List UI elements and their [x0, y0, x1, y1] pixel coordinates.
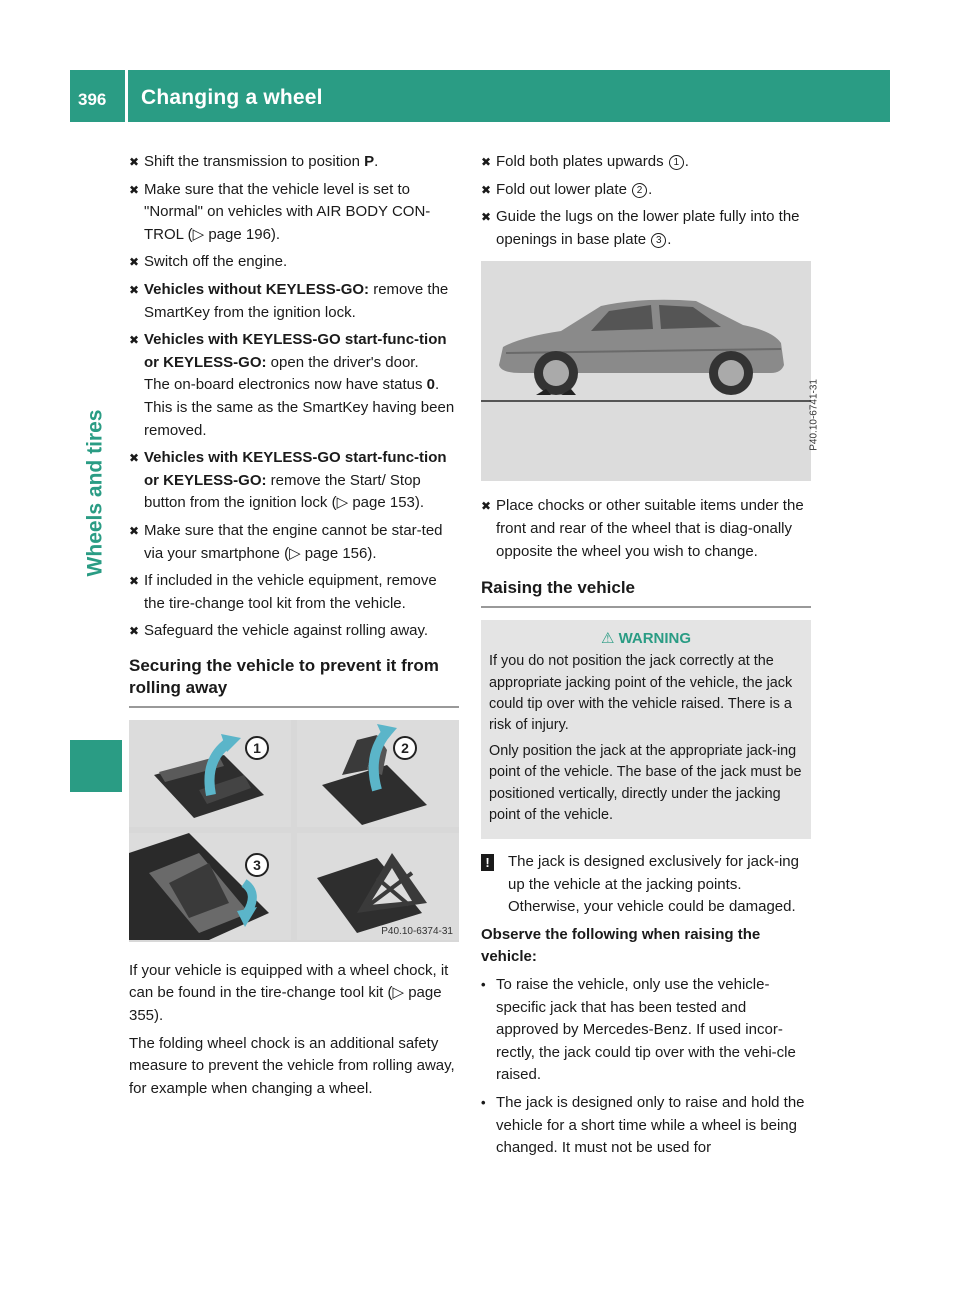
- arrow-right-icon: ✖: [481, 499, 492, 514]
- page-title: Changing a wheel: [141, 86, 323, 109]
- page-link[interactable]: page 156: [304, 544, 368, 562]
- exclamation-box-icon: !: [481, 854, 494, 871]
- step: ✖ Fold both plates upwards 1 .: [481, 151, 811, 174]
- figure-panel: [129, 833, 291, 940]
- figure-code: P40.10-6374-31: [381, 925, 453, 937]
- step: ✖ Vehicles with KEYLESS-GO start-func-tion or KEYLESS-GO: open the driver's door. The on-board electronics now have status 0. This is the same as the SmartKey having been removed.: [129, 331, 455, 439]
- wheel-chock-figure: [129, 720, 459, 942]
- warning-box: [481, 620, 811, 839]
- step: ✖ Place chocks or other suitable items under the front and rear of the wheel that is diag-onally opposite the wheel you wish to change.: [481, 497, 804, 560]
- left-column: [129, 151, 459, 1105]
- arrow-right-icon: ✖: [129, 523, 140, 538]
- warning-triangle-icon: ⚠: [600, 630, 615, 648]
- figure-panel: [129, 720, 291, 827]
- side-tab-block: [70, 740, 122, 792]
- page-number: 396: [78, 90, 107, 109]
- notice: ! The jack is designed exclusively for jack-ing up the vehicle at the jacking points. Otherwise, your vehicle could be damaged.: [481, 851, 811, 919]
- step: ✖ Guide the lugs on the lower plate fully into the openings in base plate 3 .: [481, 208, 800, 248]
- arrow-right-icon: ✖: [129, 155, 140, 169]
- arrow-right-icon: ✖: [129, 182, 140, 197]
- bullet-item: • The jack is designed only to raise and hold the vehicle for a short time while a wheel is being changed. It must not be used for: [481, 1093, 805, 1157]
- triangle-right-icon: ▷: [392, 984, 405, 1002]
- bullet-icon: •: [481, 1094, 486, 1110]
- figure-panel: [297, 833, 459, 940]
- figure-panel: [297, 720, 459, 827]
- side-tab: [70, 260, 122, 725]
- warning-text: Only position the jack at the appropriate jack-ing point of the vehicle. The base of the jack must be positioned vertically, directly under the jacking point of the vehicle.: [489, 743, 802, 823]
- triangle-right-icon: ▷: [289, 544, 301, 562]
- right-column: [481, 151, 820, 1165]
- step: ✖ Vehicles without KEYLESS-GO: remove the SmartKey from the ignition lock.: [129, 280, 449, 321]
- arrow-right-icon: ✖: [129, 451, 140, 466]
- arrow-right-icon: ✖: [481, 155, 492, 169]
- arrow-right-icon: ✖: [129, 574, 140, 589]
- step: ✖ Fold out lower plate 2 .: [481, 179, 811, 202]
- callout-number: 1: [669, 155, 684, 170]
- step: ✖ Make sure that the engine cannot be star-ted via your smartphone (▷ page 156).: [129, 521, 443, 562]
- subheading: Observe the following when raising the vehicle:: [481, 925, 761, 966]
- warning-title: ⚠ WARNING: [600, 630, 692, 648]
- step: ✖ Vehicles with KEYLESS-GO start-func-tion or KEYLESS-GO: remove the Start/ Stop button from the ignition lock (▷ page 153).: [129, 449, 447, 512]
- triangle-right-icon: ▷: [192, 225, 205, 243]
- page-link[interactable]: page 355: [129, 984, 442, 1025]
- bullet-item: • To raise the vehicle, only use the vehicle-specific jack that has been tested and approved by Mercedes-Benz. If used incor-rectly, the jack could tip over with the vehi-cle raised.: [481, 975, 796, 1084]
- step: ✖ Safeguard the vehicle against rolling away.: [129, 620, 459, 643]
- warning-text: If you do not position the jack correctly at the appropriate jacking point of the vehicle, the jack could tip over with the vehicle raised. There is a risk of injury.: [489, 653, 793, 733]
- paragraph: If your vehicle is equipped with a wheel chock, it can be found in the tire-change tool kit (▷ page 355).: [129, 961, 449, 1025]
- arrow-right-icon: ✖: [129, 333, 140, 348]
- callout-number: 3: [651, 233, 666, 248]
- figure-marker: 1: [253, 739, 261, 756]
- header-divider: [125, 70, 128, 122]
- figure-marker: 2: [401, 739, 409, 756]
- step: ✖ Shift the transmission to position P.: [129, 151, 459, 174]
- page-link[interactable]: page 196: [208, 225, 271, 243]
- section-heading: Securing the vehicle to prevent it from rolling away: [129, 655, 459, 708]
- arrow-right-icon: ✖: [129, 282, 140, 297]
- figure-marker: 3: [253, 856, 261, 873]
- step: ✖ If included in the vehicle equipment, remove the tire-change tool kit from the vehicle.: [129, 572, 437, 612]
- step: ✖ Make sure that the vehicle level is set to "Normal" on vehicles with AIR BODY CON-TROL (▷ page 196).: [129, 180, 431, 243]
- arrow-right-icon: ✖: [481, 182, 492, 197]
- figure-code: P40.10-6741-31: [809, 379, 820, 452]
- triangle-right-icon: ▷: [336, 494, 349, 512]
- bullet-icon: •: [481, 976, 486, 992]
- section-heading: Raising the vehicle: [481, 577, 811, 608]
- paragraph: The folding wheel chock is an additional safety measure to prevent the vehicle from rolling away, for example when changing a wheel.: [129, 1034, 455, 1097]
- arrow-right-icon: ✖: [129, 624, 140, 639]
- callout-number: 2: [632, 183, 647, 198]
- side-tab-label: Wheels and tires: [83, 409, 107, 576]
- step: ✖ Switch off the engine.: [129, 251, 459, 274]
- vehicle-figure: [481, 261, 820, 481]
- arrow-right-icon: ✖: [481, 210, 492, 225]
- arrow-right-icon: ✖: [129, 255, 140, 270]
- page-link[interactable]: page 153: [352, 494, 415, 512]
